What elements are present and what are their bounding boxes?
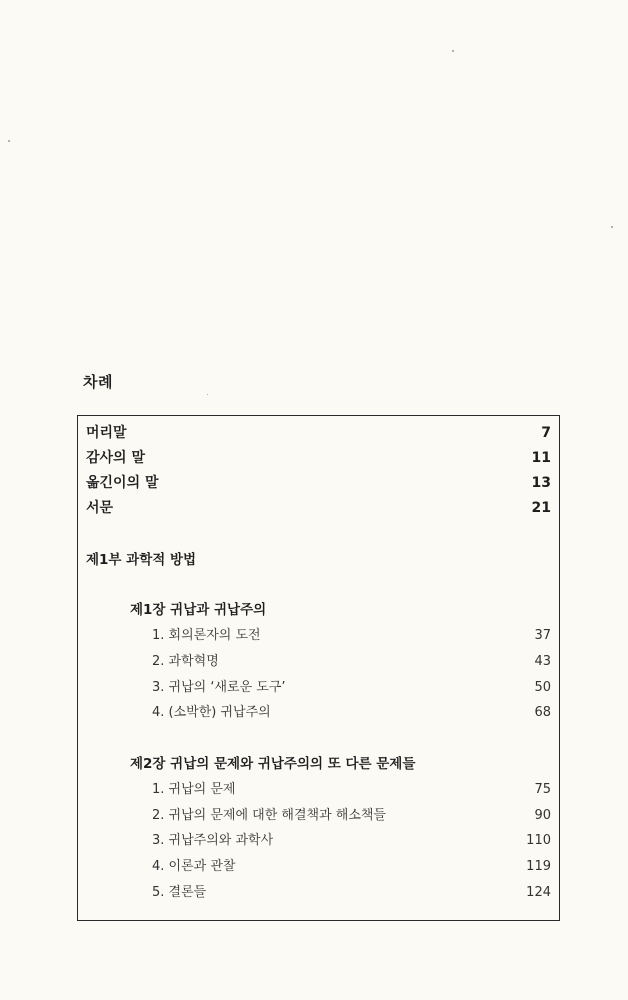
- toc-section-title: 3. 귀납의 ‘새로운 도구’: [152, 680, 286, 695]
- toc-section-page: 37: [534, 628, 551, 643]
- toc-section-page: 110: [526, 833, 551, 848]
- toc-section-page: 124: [526, 885, 551, 900]
- toc-section-title: 4. (소박한) 귀납주의: [152, 705, 271, 720]
- toc-section-page: 68: [534, 705, 551, 720]
- paper-speck: [8, 140, 10, 142]
- toc-chapter-title: 제2장 귀납의 문제와 귀납주의의 또 다른 문제들: [130, 756, 416, 772]
- toc-chapter-title: 제1장 귀납과 귀납주의: [130, 602, 267, 618]
- toc-front-title: 옮긴이의 말: [86, 475, 159, 491]
- toc-front-item: [78, 423, 559, 443]
- toc-section-title: 2. 과학혁명: [152, 654, 219, 669]
- toc-front-item: [78, 498, 559, 518]
- toc-section-page: 90: [534, 808, 551, 823]
- toc-section-title: 5. 결론들: [152, 885, 207, 900]
- toc-section: [78, 626, 559, 646]
- toc-section-title: 1. 회의론자의 도전: [152, 628, 261, 643]
- toc-part: [78, 550, 559, 570]
- toc-front-title: 서문: [86, 500, 114, 516]
- toc-front-title: 머리말: [86, 425, 127, 441]
- toc-heading: 차례: [83, 373, 113, 391]
- toc-front-page: 7: [541, 425, 551, 441]
- toc-front-item: [78, 448, 559, 468]
- toc-section: [78, 780, 559, 800]
- toc-section: [78, 703, 559, 723]
- toc-front-title: 감사의 말: [86, 450, 145, 466]
- toc-part-title: 제1부 과학적 방법: [86, 552, 197, 568]
- toc-section-page: 43: [534, 654, 551, 669]
- toc-section: [78, 831, 559, 851]
- toc-section-title: 4. 이론과 관찰: [152, 859, 236, 874]
- toc-section-title: 1. 귀납의 문제: [152, 782, 236, 797]
- toc-section: [78, 806, 559, 826]
- toc-chapter: [78, 754, 559, 774]
- toc-box: [77, 415, 560, 921]
- toc-section-page: 119: [526, 859, 551, 874]
- toc-front-page: 21: [531, 500, 551, 516]
- toc-front-item: [78, 473, 559, 493]
- toc-front-page: 13: [531, 475, 551, 491]
- toc-chapter: [78, 600, 559, 620]
- paper-speck: [611, 226, 613, 228]
- paper-speck: [452, 50, 454, 52]
- toc-section: [78, 678, 559, 698]
- paper-speck: [207, 394, 208, 395]
- toc-section-title: 3. 귀납주의와 과학사: [152, 833, 274, 848]
- toc-section: [78, 857, 559, 877]
- toc-section-title: 2. 귀납의 문제에 대한 해결책과 해소책들: [152, 808, 386, 823]
- toc-section: [78, 652, 559, 672]
- toc-front-page: 11: [531, 450, 551, 466]
- toc-section: [78, 883, 559, 903]
- toc-section-page: 75: [534, 782, 551, 797]
- toc-section-page: 50: [534, 680, 551, 695]
